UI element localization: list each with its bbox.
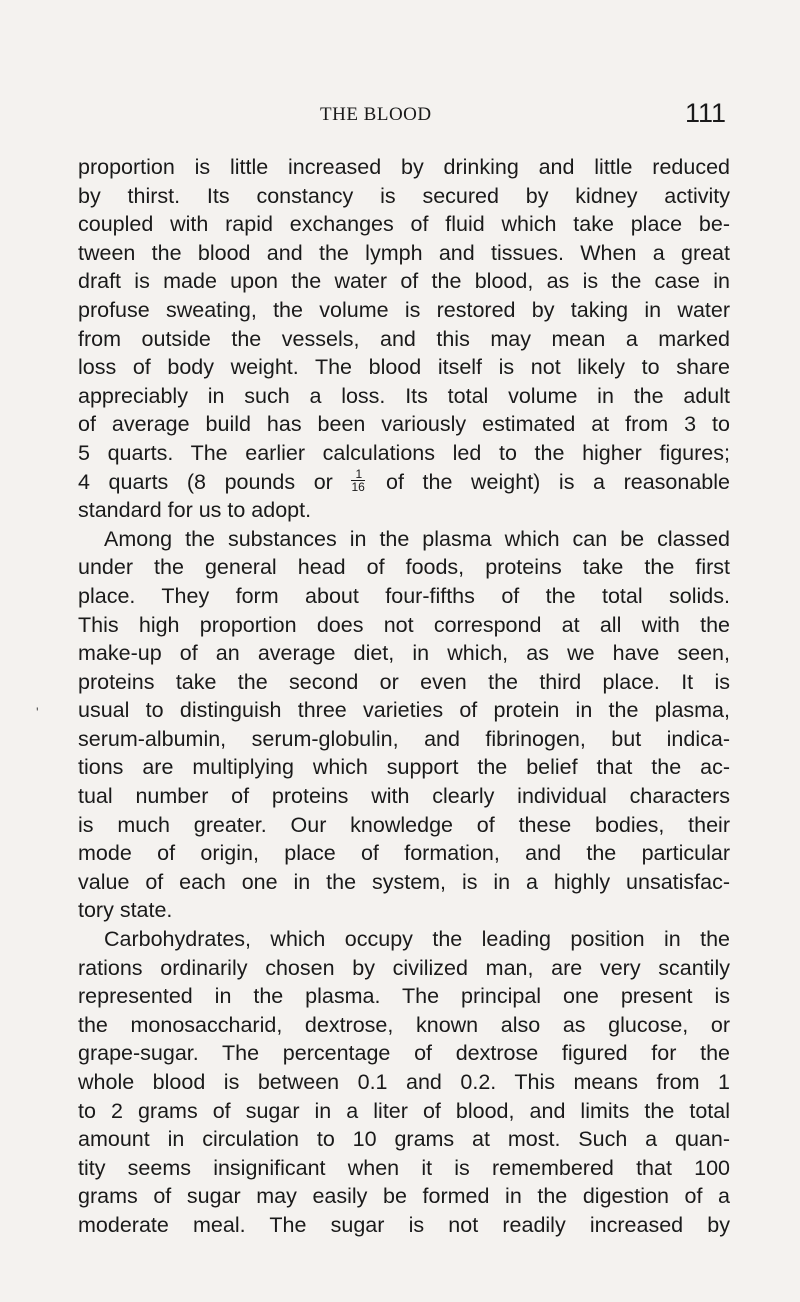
text-line: is much greater. Our knowledge of these bodies, their bbox=[78, 812, 730, 837]
fraction-denominator: 16 bbox=[351, 479, 365, 494]
fraction-line bbox=[78, 468, 730, 497]
text-line: grams of sugar may easily be formed in the digestion of a bbox=[78, 1184, 730, 1209]
text-line: of average build has been variously estimated at from 3 to bbox=[78, 412, 730, 437]
fraction bbox=[351, 466, 367, 494]
text-line: under the general head of foods, proteins take the first bbox=[78, 555, 730, 580]
text-line: serum-albumin, serum-globulin, and fibrinogen, but indica- bbox=[78, 726, 730, 751]
text-line: Carbohydrates, which occupy the leading position in the bbox=[104, 927, 730, 952]
text-line: rations ordinarily chosen by civilized man, are very scantily bbox=[78, 955, 730, 980]
text-line: profuse sweating, the volume is restored by taking in water bbox=[78, 297, 730, 322]
text-line: coupled with rapid exchanges of fluid which take place be- bbox=[78, 212, 730, 237]
text-line: mode of origin, place of formation, and the particular bbox=[78, 841, 730, 866]
text-line: tual number of proteins with clearly individual characters bbox=[78, 784, 730, 809]
text-line: from outside the vessels, and this may mean a marked bbox=[78, 326, 730, 351]
text-line: tions are multiplying which support the belief that the ac- bbox=[78, 755, 730, 780]
page-header bbox=[78, 100, 728, 140]
text-line: to 2 grams of sugar in a liter of blood, and limits the total bbox=[78, 1098, 730, 1123]
text-line: usual to distinguish three varieties of protein in the plasma, bbox=[78, 698, 730, 723]
text-line: loss of body weight. The blood itself is not likely to share bbox=[78, 355, 730, 380]
fraction-numerator: 1 bbox=[355, 466, 363, 481]
text-line: by thirst. Its constancy is secured by kidney activity bbox=[78, 183, 730, 208]
text-line: tween the blood and the lymph and tissues. When a great bbox=[78, 240, 730, 265]
text-line: the monosaccharid, dextrose, known also as glucose, or bbox=[78, 1012, 730, 1037]
fraction-line-before: 4 quarts (8 pounds or bbox=[78, 469, 333, 494]
text-line: value of each one in the system, is in a highly unsatisfac- bbox=[78, 869, 730, 894]
body-text bbox=[78, 153, 730, 1240]
running-title: THE BLOOD bbox=[320, 104, 432, 125]
text-line: draft is made upon the water of the blood, as is the case in bbox=[78, 269, 730, 294]
text-line: This high proportion does not correspond at all with the bbox=[78, 612, 730, 637]
text-line: whole blood is between 0.1 and 0.2. This means from 1 bbox=[78, 1070, 730, 1094]
text-line: appreciably in such a loss. Its total volume in the adult bbox=[78, 383, 730, 408]
text-line: make-up of an average diet, in which, as we have seen, bbox=[78, 641, 730, 666]
fraction-line-after: of the weight) is a reasonable bbox=[386, 469, 730, 494]
page-number: 111 bbox=[684, 98, 726, 128]
text-line: tity seems insignificant when it is remembered that 100 bbox=[78, 1155, 730, 1180]
text-line: Among the substances in the plasma which can be classed bbox=[104, 526, 730, 551]
text-line: place. They form about four-fifths of the total solids. bbox=[78, 583, 730, 608]
margin-mark: ' bbox=[36, 704, 39, 720]
text-line: proportion is little increased by drinking and little reduced bbox=[78, 155, 730, 179]
text-line: tory state. bbox=[78, 898, 173, 923]
text-line: grape-sugar. The percentage of dextrose figured for the bbox=[78, 1041, 730, 1066]
text-line: amount in circulation to 10 grams at most. Such a quan- bbox=[78, 1127, 730, 1152]
text-line: proteins take the second or even the third place. It is bbox=[78, 669, 730, 694]
text-line: moderate meal. The sugar is not readily increased by bbox=[78, 1212, 730, 1237]
text-line: standard for us to adopt. bbox=[78, 498, 312, 523]
text-line: 5 quarts. The earlier calculations led to the higher figures; bbox=[78, 440, 730, 465]
text-line: represented in the plasma. The principal one present is bbox=[78, 984, 730, 1009]
